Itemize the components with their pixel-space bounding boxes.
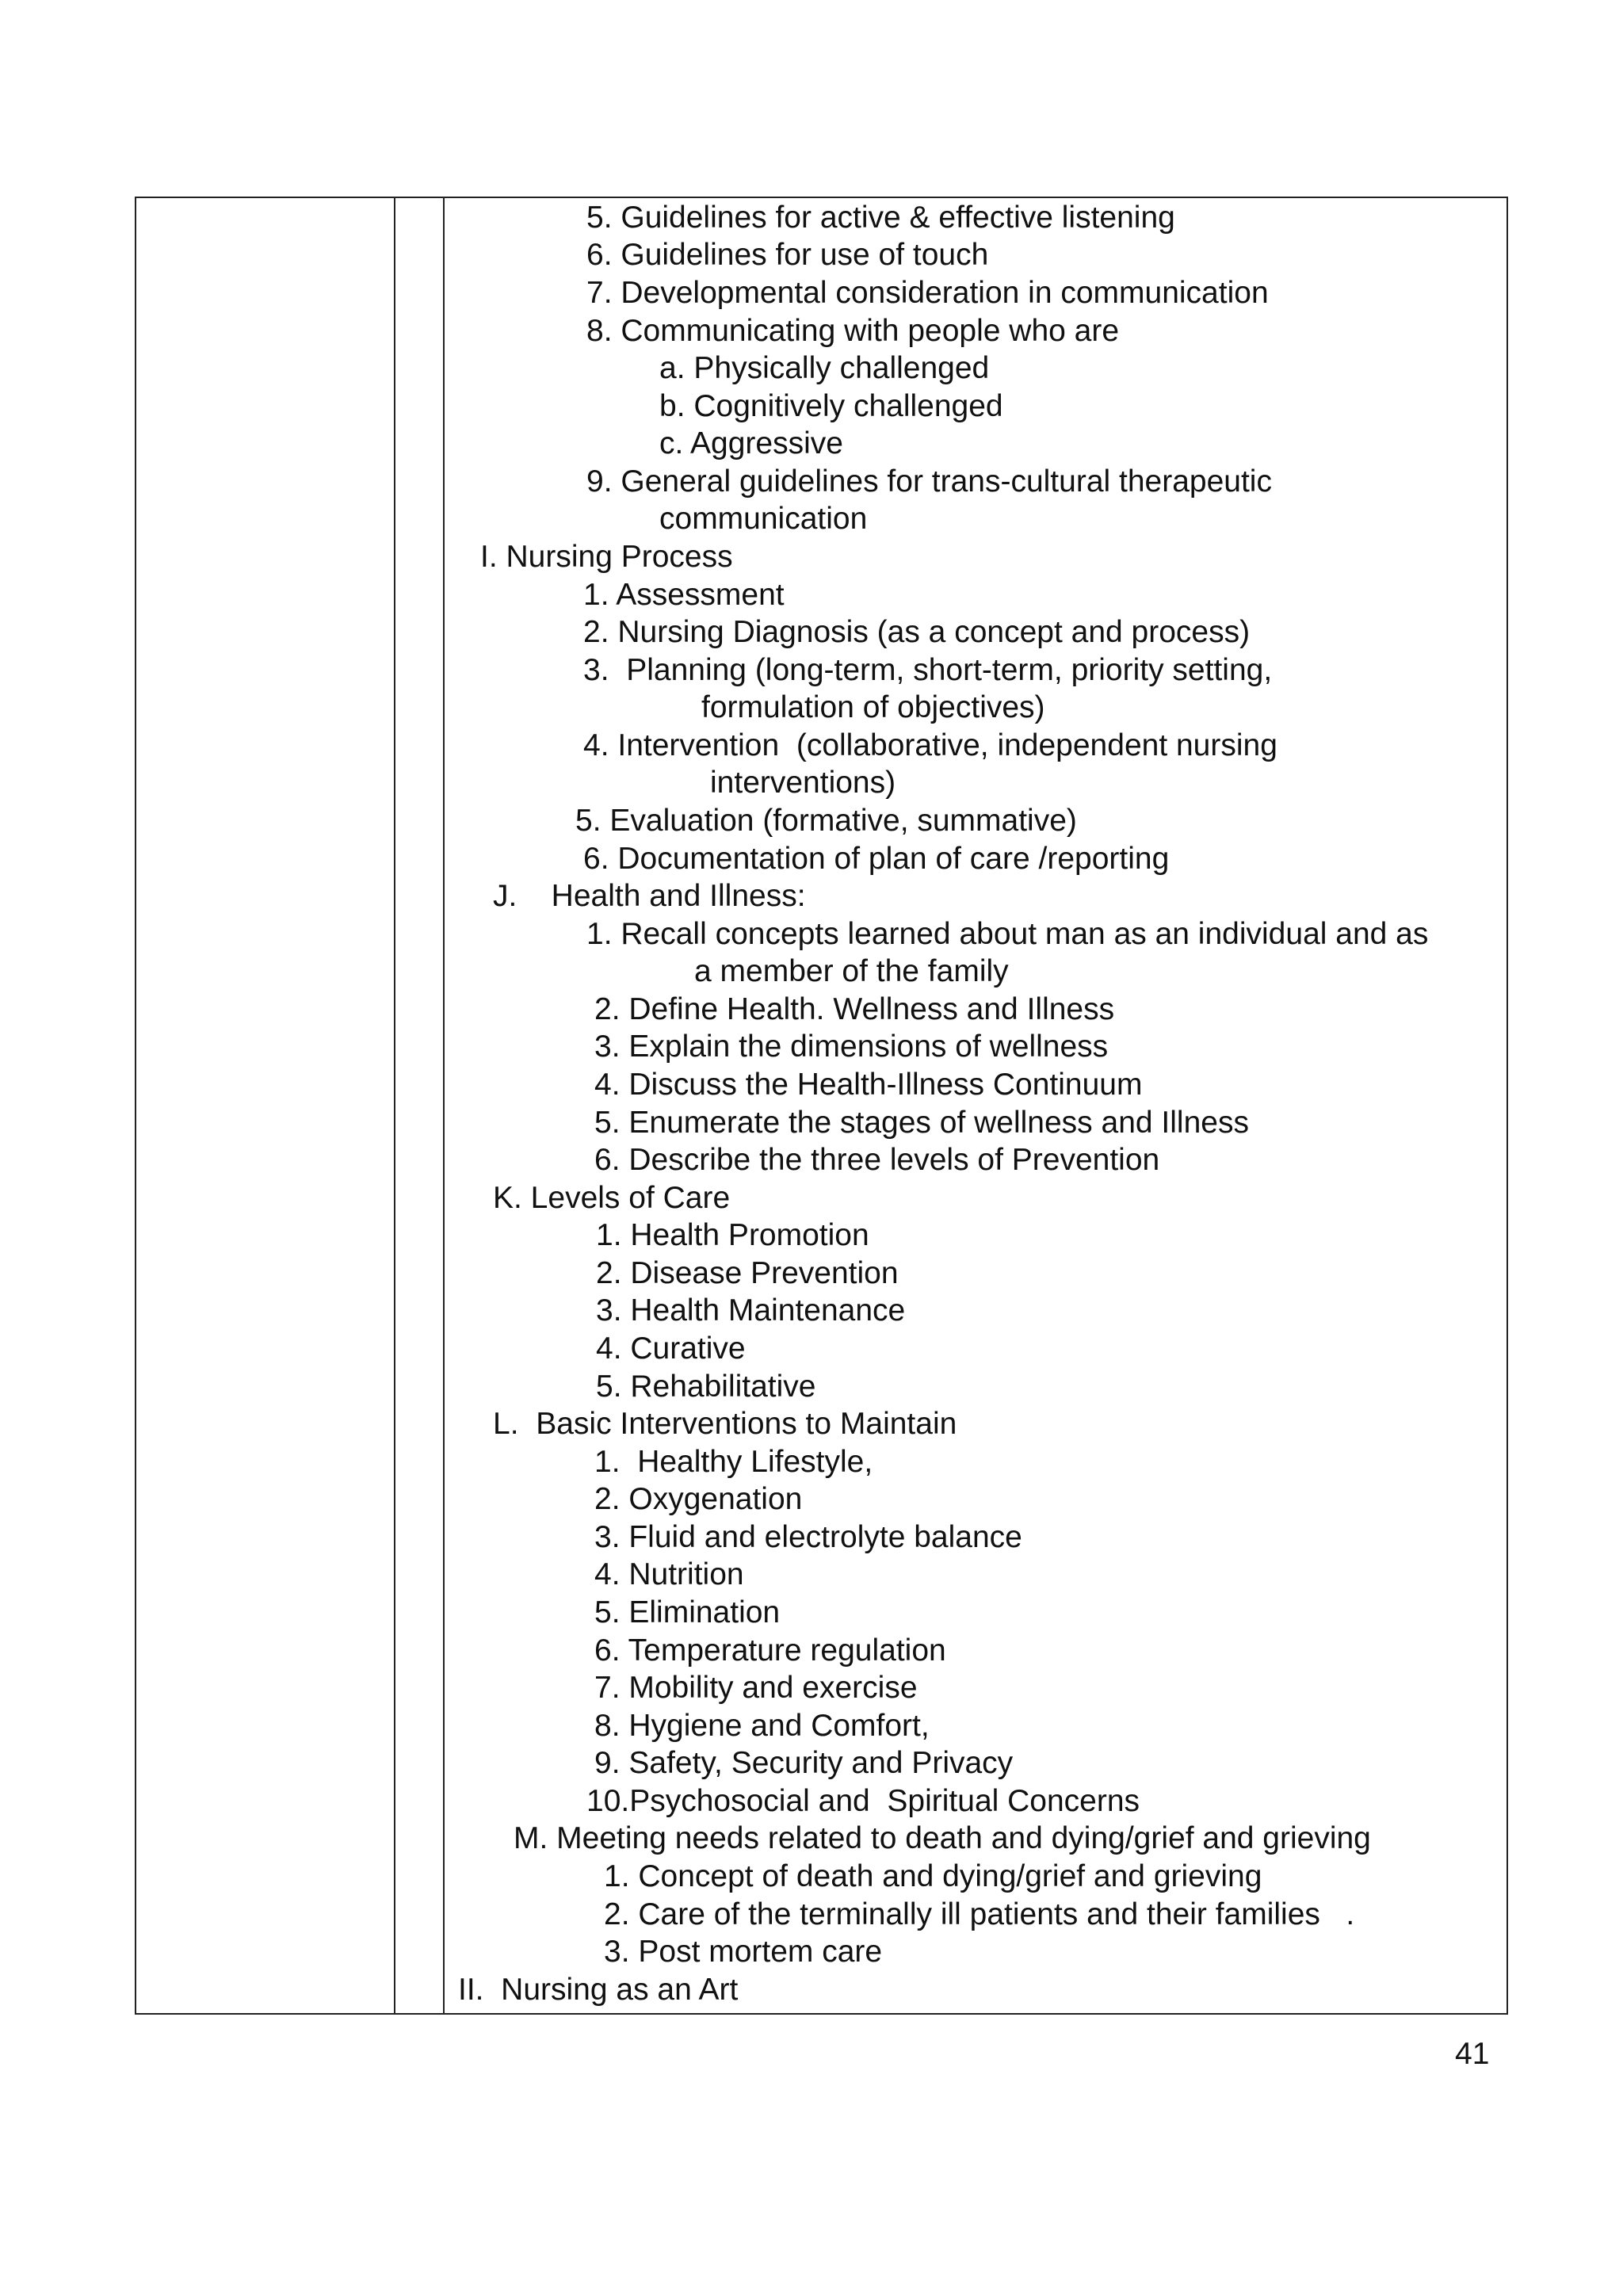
outline-line: 7. Mobility and exercise — [594, 1671, 918, 1705]
outline-line: 4. Intervention (collaborative, independent nursing — [583, 728, 1277, 762]
outline-line: a. Physically challenged — [659, 351, 990, 385]
outline-line: 1. Healthy Lifestyle, — [594, 1445, 873, 1479]
outline-line: 4. Discuss the Health-Illness Continuum — [594, 1068, 1143, 1102]
page-number: 41 — [1455, 2037, 1490, 2071]
outline-line: 5. Elimination — [594, 1595, 781, 1629]
outline-line: 9. General guidelines for trans-cultural therapeutic — [586, 464, 1272, 499]
outline-line: 5. Enumerate the stages of wellness and Illness — [594, 1106, 1249, 1140]
outline-line: 1. Recall concepts learned about man as an individual and as — [586, 917, 1429, 951]
outline-line: formulation of objectives) — [701, 690, 1045, 724]
outline-line: 3. Post mortem care — [604, 1935, 883, 1969]
outline-line: 5. Guidelines for active & effective listening — [586, 201, 1175, 235]
outline-heading: L. Basic Interventions to Maintain — [493, 1407, 957, 1441]
outline-line: 2. Nursing Diagnosis (as a concept and process) — [583, 615, 1251, 649]
outline-line: 5. Rehabilitative — [596, 1370, 816, 1404]
outline-heading: J. Health and Illness: — [493, 879, 806, 913]
outline-line: 6. Temperature regulation — [594, 1633, 946, 1668]
outline-line: 8. Communicating with people who are — [586, 314, 1120, 348]
outline-line: 8. Hygiene and Comfort, — [594, 1709, 930, 1743]
outline-line: 10.Psychosocial and Spiritual Concerns — [586, 1784, 1140, 1818]
outline-line: 4. Nutrition — [594, 1557, 744, 1591]
outline-line: 1. Assessment — [583, 578, 785, 612]
outline-line: 2. Care of the terminally ill patients and their families . — [604, 1897, 1355, 1931]
outline-line: 3. Fluid and electrolyte balance — [594, 1520, 1022, 1554]
outline-line: 2. Oxygenation — [594, 1482, 803, 1516]
outline-line: a member of the family — [694, 954, 1009, 988]
outline-line: 6. Guidelines for use of touch — [586, 238, 989, 272]
outline-line: 3. Health Maintenance — [596, 1293, 906, 1328]
outline-line: 2. Define Health. Wellness and Illness — [594, 992, 1115, 1026]
outline-line: 5. Evaluation (formative, summative) — [575, 804, 1077, 838]
outline-heading: K. Levels of Care — [493, 1181, 731, 1215]
outline-line: c. Aggressive — [659, 426, 843, 460]
outline-line: interventions) — [710, 766, 896, 800]
outline-line: 7. Developmental consideration in communication — [586, 276, 1269, 310]
outline-heading: M. Meeting needs related to death and dying/grief and grieving — [514, 1821, 1371, 1855]
outline-heading: I. Nursing Process — [480, 540, 733, 574]
outline-line: 3. Explain the dimensions of wellness — [594, 1030, 1109, 1064]
outline-line: 4. Curative — [596, 1331, 746, 1366]
outline-line: 1. Health Promotion — [596, 1218, 869, 1252]
outline-line: 6. Describe the three levels of Prevention — [594, 1143, 1160, 1177]
outline-line: 6. Documentation of plan of care /reporting — [583, 842, 1170, 876]
outline-line: b. Cognitively challenged — [659, 389, 1003, 423]
outline-line: 3. Planning (long-term, short-term, priority setting, — [583, 653, 1273, 687]
outline-line: 1. Concept of death and dying/grief and grieving — [604, 1859, 1262, 1893]
outline-heading: II. Nursing as an Art — [458, 1973, 739, 2007]
outline-line: communication — [659, 502, 868, 536]
outline-line: 9. Safety, Security and Privacy — [594, 1746, 1014, 1780]
outline-line: 2. Disease Prevention — [596, 1256, 899, 1290]
